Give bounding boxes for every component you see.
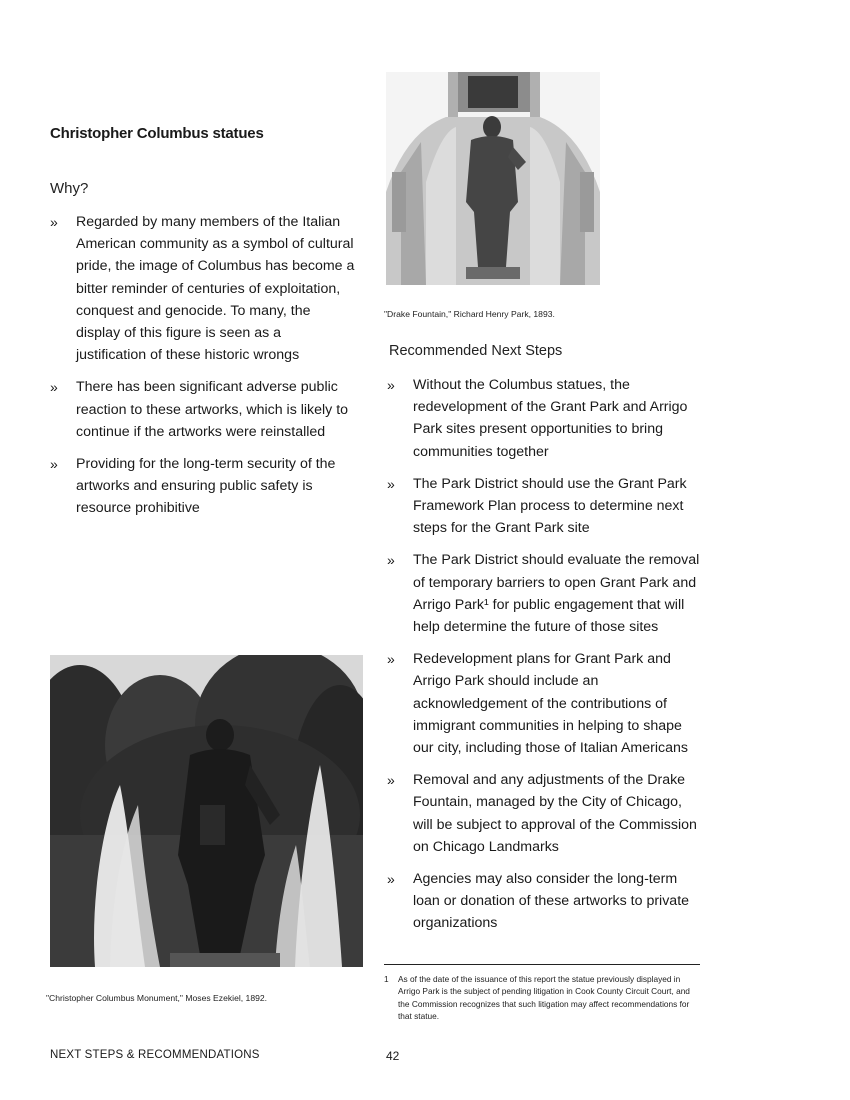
bullet-mark: » (387, 475, 395, 492)
list-item: » There has been significant adverse public reaction to these artworks, which is likely to continue if the artworks were reinstalled (50, 376, 355, 443)
why-label: Why? (50, 180, 89, 197)
drake-photo-caption: "Drake Fountain," Richard Henry Park, 1893. (384, 309, 555, 319)
footnote (384, 973, 700, 1022)
list-item: » Without the Columbus statues, the redevelopment of the Grant Park and Arrigo Park sites present opportunities to bring communities together (387, 374, 705, 463)
next-steps-bullet-list (387, 374, 705, 945)
bullet-mark: » (387, 772, 395, 789)
bullet-mark: » (50, 456, 58, 473)
list-item: » Providing for the long-term security of the artworks and ensuring public safety is resource prohibitive (50, 453, 355, 520)
why-bullet-list (50, 211, 355, 530)
footer-section-title: NEXT STEPS & RECOMMENDATIONS (50, 1049, 260, 1061)
bullet-mark: » (387, 552, 395, 569)
list-item: » The Park District should evaluate the removal of temporary barriers to open Grant Park and Arrigo Park¹ for public engagement that will help determine the future of those sites (387, 549, 705, 638)
footnote-text: As of the date of the issuance of this report the statue previously displayed in Arrigo Park is the subject of pending litigation in Cook County Circuit Court, and the Commission recognizes that such litigation may affect recommendations for that statue. (398, 974, 690, 1021)
list-item: » Agencies may also consider the long-term loan or donation of these artworks to private organizations (387, 868, 705, 935)
drake-fountain-photo (386, 72, 600, 285)
columbus-photo-caption: "Christopher Columbus Monument," Moses Ezekiel, 1892. (46, 993, 268, 1003)
list-item: » Redevelopment plans for Grant Park and Arrigo Park should include an acknowledgement of the contributions of immigrant communities in helping to shape our city, including those of Italian Americans (387, 648, 705, 759)
page-number: 42 (386, 1049, 400, 1063)
footnote-number: 1 (384, 974, 389, 984)
section-title: Christopher Columbus statues (50, 125, 264, 142)
bullet-mark: » (387, 377, 395, 393)
bullet-mark: » (387, 871, 395, 888)
bullet-mark: » (50, 214, 58, 230)
next-steps-label: Recommended Next Steps (389, 343, 563, 359)
columbus-monument-photo (50, 655, 363, 967)
bullet-mark: » (387, 651, 395, 668)
list-item: » Regarded by many members of the Italian American community as a symbol of cultural pride, the image of Columbus has become a bitter reminder of centuries of exploitation, conquest and genocide. To many, the display of this figure is seen as a justification of these historic wrongs (50, 211, 355, 366)
footnote-divider (384, 964, 700, 965)
list-item: » Removal and any adjustments of the Drake Fountain, managed by the City of Chicago, will be subject to approval of the Commission on Chicago Landmarks (387, 769, 705, 858)
list-item: » The Park District should use the Grant Park Framework Plan process to determine next steps for the Grant Park site (387, 473, 705, 540)
bullet-mark: » (50, 379, 58, 396)
